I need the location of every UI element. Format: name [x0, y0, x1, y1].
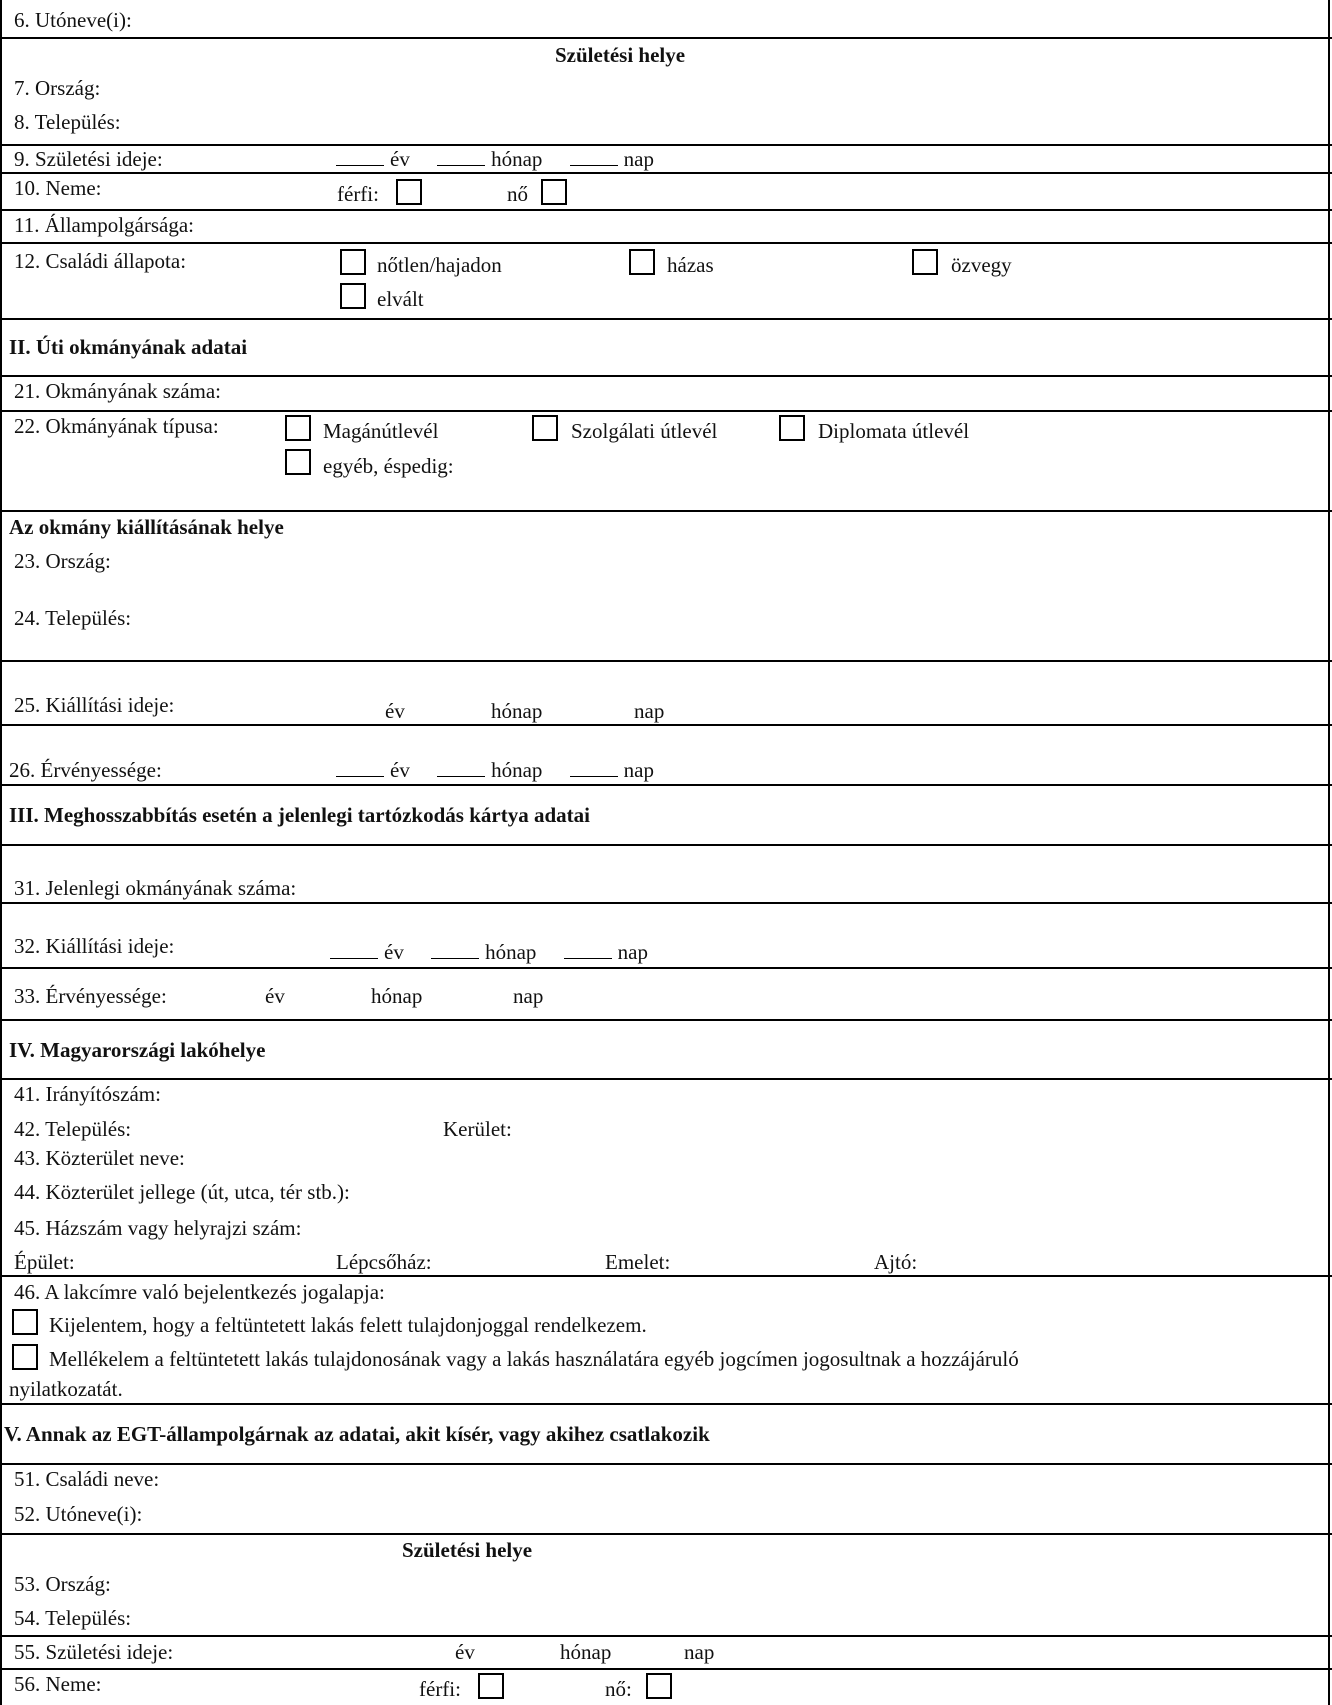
divorced-checkbox[interactable]: [340, 283, 366, 309]
issue-place-heading: Az okmány kiállításának helye: [9, 515, 284, 539]
divider: [0, 902, 1332, 904]
issue-year-unit: év: [385, 699, 405, 723]
birth-date-label: 9. Születési ideje:: [14, 147, 163, 171]
divider: [0, 660, 1332, 662]
postal-code-label: 41. Irányítószám:: [14, 1082, 161, 1106]
sex-label: 10. Neme:: [14, 176, 102, 200]
service-passport-checkbox[interactable]: [532, 415, 558, 441]
divider: [0, 1403, 1332, 1405]
divider: [0, 37, 1332, 39]
issue-day-unit: nap: [634, 699, 665, 723]
marital-status-label: 12. Családi állapota:: [14, 249, 187, 273]
eea-family-name-label: 51. Családi neve:: [14, 1467, 160, 1491]
month-unit: hónap: [491, 758, 543, 782]
divider: [0, 1668, 1332, 1670]
female-checkbox[interactable]: [541, 179, 567, 205]
service-passport-label: Szolgálati útlevél: [571, 419, 718, 443]
divider: [0, 410, 1332, 412]
eea-female-checkbox[interactable]: [646, 1673, 672, 1699]
divider: [0, 1635, 1332, 1637]
settlement-label: 8. Település:: [14, 110, 121, 134]
country-label: 7. Ország:: [14, 76, 101, 100]
divider: [0, 1019, 1332, 1021]
single-checkbox[interactable]: [340, 249, 366, 275]
eea-year-unit: év: [455, 1640, 475, 1664]
year-unit: év: [390, 758, 410, 782]
validity-label: 26. Érvényessége:: [9, 758, 162, 782]
validity-date-fields[interactable]: [336, 759, 654, 781]
month-unit: hónap: [491, 147, 543, 171]
door-label: Ajtó:: [874, 1250, 918, 1274]
ownership-checkbox[interactable]: [12, 1309, 38, 1335]
birth-place-heading: Születési helye: [555, 43, 686, 67]
document-type-label: 22. Okmányának típusa:: [14, 414, 219, 438]
eea-month-unit: hónap: [560, 1640, 612, 1664]
other-document-checkbox[interactable]: [285, 449, 311, 475]
issue-settlement-label: 24. Település:: [14, 606, 132, 630]
divider: [0, 724, 1332, 726]
widowed-checkbox[interactable]: [912, 249, 938, 275]
diplomatic-passport-checkbox[interactable]: [779, 415, 805, 441]
private-passport-label: Magánútlevél: [323, 419, 439, 443]
eea-country-label: 53. Ország:: [14, 1572, 111, 1596]
issue-date-label: 25. Kiállítási ideje:: [14, 693, 175, 717]
current-validity-year-unit: év: [265, 984, 285, 1008]
single-label: nőtlen/hajadon: [377, 253, 502, 277]
male-label: férfi:: [337, 182, 379, 206]
section-3-title: III. Meghosszabbítás esetén a jelenlegi tartózkodás kártya adatai: [9, 803, 590, 827]
document-number-label: 21. Okmányának száma:: [14, 379, 222, 403]
issue-month-unit: hónap: [491, 699, 543, 723]
consent-label: Mellékelem a feltüntetett lakás tulajdonosának vagy a lakás használatára egyéb jogcímen jogosultnak a hozzájáruló: [49, 1347, 1019, 1371]
eea-given-names-label: 52. Utóneve(i):: [14, 1502, 143, 1526]
divider: [0, 510, 1332, 512]
eea-male-label: férfi:: [419, 1677, 461, 1701]
divider: [0, 375, 1332, 377]
consent-checkbox[interactable]: [12, 1344, 38, 1370]
current-document-number-label: 31. Jelenlegi okmányának száma:: [14, 876, 297, 900]
section-2-title: II. Úti okmányának adatai: [9, 335, 248, 359]
divider: [0, 318, 1332, 320]
street-type-label: 44. Közterület jellege (út, utca, tér stb.):: [14, 1180, 350, 1204]
street-name-label: 43. Közterület neve:: [14, 1146, 185, 1170]
birth-date-fields[interactable]: [336, 148, 654, 170]
floor-label: Emelet:: [605, 1250, 671, 1274]
current-validity-month-unit: hónap: [371, 984, 423, 1008]
eea-sex-label: 56. Neme:: [14, 1672, 102, 1696]
registration-basis-label: 46. A lakcímre való bejelentkezés jogalapja:: [14, 1280, 385, 1304]
married-label: házas: [667, 253, 714, 277]
divider: [0, 1078, 1332, 1080]
male-checkbox[interactable]: [396, 179, 422, 205]
eea-birth-date-label: 55. Születési ideje:: [14, 1640, 174, 1664]
divider: [0, 209, 1332, 211]
divider: [0, 784, 1332, 786]
divider: [0, 1463, 1332, 1465]
building-label: Épület:: [14, 1250, 75, 1274]
widowed-label: özvegy: [951, 253, 1012, 277]
other-document-label: egyéb, éspedig:: [323, 454, 454, 478]
day-unit: nap: [617, 940, 648, 964]
divider: [0, 1275, 1332, 1277]
eea-birth-place-heading: Születési helye: [402, 1538, 533, 1562]
diplomatic-passport-label: Diplomata útlevél: [818, 419, 970, 443]
current-issue-date-label: 32. Kiállítási ideje:: [14, 934, 175, 958]
divider: [0, 844, 1332, 846]
section-5-title: V. Annak az EGT-állampolgárnak az adatai, akit kísér, vagy akihez csatlakozik: [4, 1422, 710, 1446]
current-validity-day-unit: nap: [513, 984, 544, 1008]
given-names-label: 6. Utóneve(i):: [14, 8, 132, 32]
month-unit: hónap: [485, 940, 537, 964]
day-unit: nap: [623, 147, 654, 171]
district-label: Kerület:: [443, 1117, 512, 1141]
issue-country-label: 23. Ország:: [14, 549, 111, 573]
current-validity-label: 33. Érvényessége:: [14, 984, 167, 1008]
house-number-label: 45. Házszám vagy helyrajzi szám:: [14, 1216, 302, 1240]
divider: [0, 1533, 1332, 1535]
female-label: nő: [507, 182, 528, 206]
divorced-label: elvált: [377, 287, 424, 311]
eea-settlement-label: 54. Település:: [14, 1606, 132, 1630]
current-issue-date-fields[interactable]: [330, 941, 648, 963]
citizenship-label: 11. Állampolgársága:: [14, 213, 195, 237]
divider: [0, 144, 1332, 146]
year-unit: év: [384, 940, 404, 964]
ownership-label: Kijelentem, hogy a feltüntetett lakás felett tulajdonjoggal rendelkezem.: [49, 1313, 647, 1337]
staircase-label: Lépcsőház:: [336, 1250, 432, 1274]
consent-label-cont: nyilatkozatát.: [9, 1377, 123, 1401]
day-unit: nap: [623, 758, 654, 782]
section-4-title: IV. Magyarországi lakóhelye: [9, 1038, 266, 1062]
divider: [0, 172, 1332, 174]
married-checkbox[interactable]: [629, 249, 655, 275]
eea-male-checkbox[interactable]: [478, 1673, 504, 1699]
address-settlement-label: 42. Település:: [14, 1117, 132, 1141]
year-unit: év: [390, 147, 410, 171]
eea-female-label: nő:: [605, 1677, 632, 1701]
divider: [0, 967, 1332, 969]
eea-day-unit: nap: [684, 1640, 715, 1664]
divider: [0, 242, 1332, 244]
private-passport-checkbox[interactable]: [285, 415, 311, 441]
